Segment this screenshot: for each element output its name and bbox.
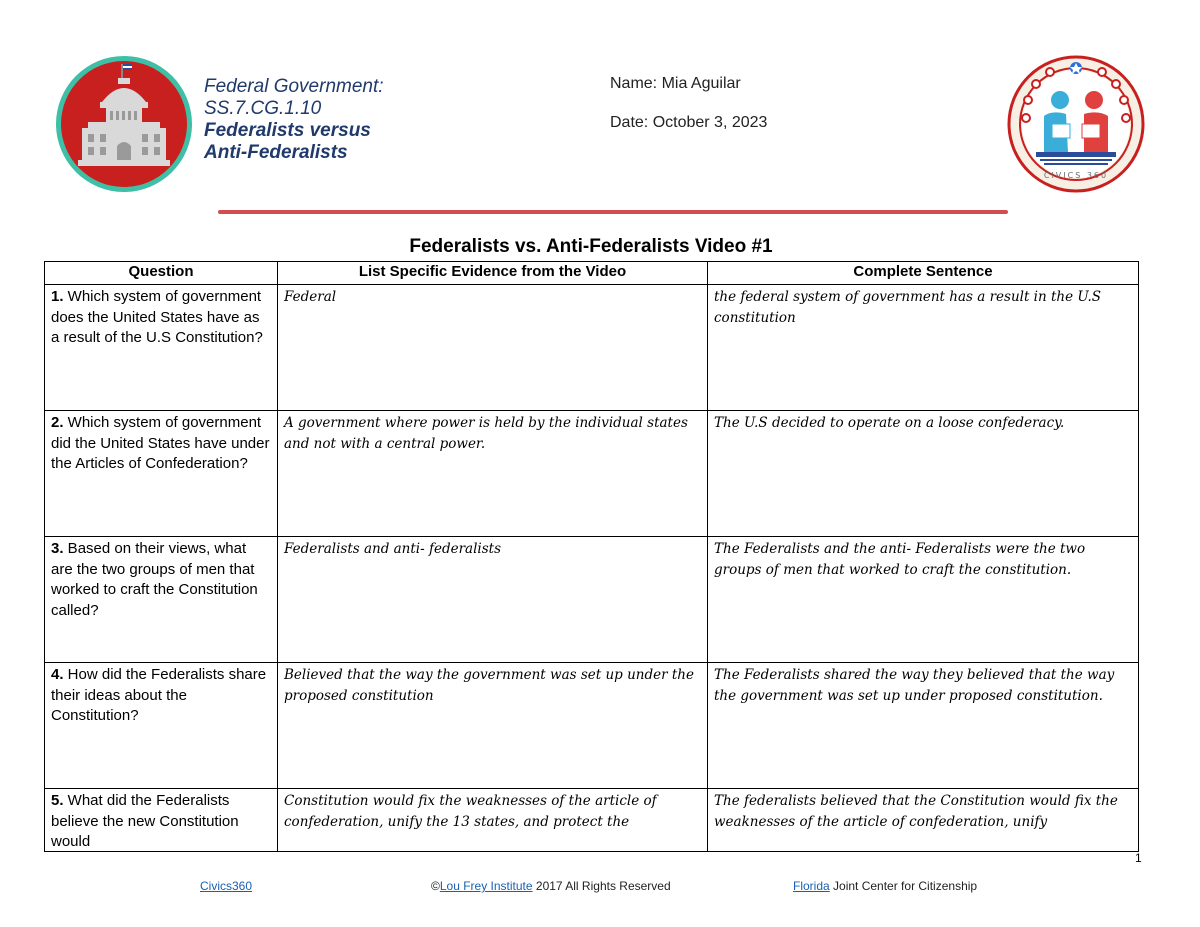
column-header-question: Question xyxy=(45,262,278,285)
heading-line: SS.7.CG.1.10 xyxy=(204,98,322,119)
footer-center xyxy=(431,879,671,893)
copyright-symbol: © xyxy=(431,879,440,893)
heading-line: Federalists versus xyxy=(204,120,371,141)
question-cell xyxy=(45,285,278,411)
sentence-cell[interactable] xyxy=(708,789,1139,852)
evidence-cell[interactable]: Federal xyxy=(278,285,708,411)
worksheet-heading xyxy=(204,76,524,164)
question-text: Which system of government did the United States have under the Articles of Confederation? xyxy=(51,414,270,472)
civics360-logo-text: CIVICS 360 xyxy=(1043,171,1109,180)
sentence-cell[interactable]: The Federalists and the anti- Federalists were the two groups of men that worked to craft the constitution. xyxy=(708,537,1139,663)
table-row xyxy=(45,537,1139,663)
heading-line: Anti-Federalists xyxy=(204,142,348,163)
question-text: How did the Federalists share their ideas about the Constitution? xyxy=(51,666,267,724)
student-info xyxy=(610,74,767,152)
table-row xyxy=(45,285,1139,411)
worksheet-date: Date: October 3, 2023 xyxy=(610,114,768,131)
question-cell xyxy=(45,789,278,852)
sentence-cell[interactable]: The U.S decided to operate on a loose confederacy. xyxy=(708,411,1139,537)
capitol-logo xyxy=(54,54,194,194)
question-text: What did the Federalists believe the new Constitution would xyxy=(51,792,239,849)
table-row xyxy=(45,789,1139,852)
evidence-cell[interactable] xyxy=(278,789,708,852)
table-row xyxy=(45,663,1139,789)
question-cell xyxy=(45,411,278,537)
table-row xyxy=(45,411,1139,537)
page-number: 1 xyxy=(1135,851,1142,865)
evidence-cell[interactable]: Believed that the way the government was set up under the proposed constitution xyxy=(278,663,708,789)
copyright-text: 2017 All Rights Reserved xyxy=(532,879,671,893)
footer-right xyxy=(793,879,977,893)
student-name: Name: Mia Aguilar xyxy=(610,75,741,92)
evidence-text: Constitution would fix the weaknesses of the article of confederation, unify the 13 states, and protect the xyxy=(284,793,657,830)
worksheet-table xyxy=(44,261,1139,852)
table-header-row xyxy=(45,262,1139,285)
question-number: 2. xyxy=(51,414,64,431)
header-divider xyxy=(218,210,1008,214)
question-cell xyxy=(45,537,278,663)
sentence-text: The federalists believed that the Constitution would fix the weaknesses of the article of confederation, unify xyxy=(714,793,1118,830)
sentence-cell[interactable]: the federal system of government has a result in the U.S constitution xyxy=(708,285,1139,411)
question-number: 4. xyxy=(51,666,64,683)
question-text: Which system of government does the United States have as a result of the U.S Constitution? xyxy=(51,288,263,346)
question-number: 3. xyxy=(51,540,64,557)
question-cell xyxy=(45,663,278,789)
sentence-cell[interactable]: The Federalists shared the way they believed that the way the government was set up under proposed constitution. xyxy=(708,663,1139,789)
heading-line: Federal Government: xyxy=(204,76,384,97)
column-header-evidence: List Specific Evidence from the Video xyxy=(278,262,708,285)
footer-left xyxy=(200,879,252,893)
evidence-cell[interactable]: Federalists and anti- federalists xyxy=(278,537,708,663)
question-number: 5. xyxy=(51,792,64,809)
table-title: Federalists vs. Anti-Federalists Video #1 xyxy=(409,236,773,257)
civics360-logo xyxy=(1006,54,1146,194)
joint-center-text: Joint Center for Citizenship xyxy=(829,879,978,893)
civics360-link[interactable]: Civics360 xyxy=(200,879,253,893)
question-text: Based on their views, what are the two groups of men that worked to craft the Constitution called? xyxy=(51,540,258,619)
question-number: 1. xyxy=(51,288,64,305)
lou-frey-institute-link[interactable]: Lou Frey Institute xyxy=(439,879,533,893)
column-header-sentence: Complete Sentence xyxy=(708,262,1139,285)
evidence-cell[interactable]: A government where power is held by the individual states and not with a central power. xyxy=(278,411,708,537)
florida-link[interactable]: Florida xyxy=(793,879,830,893)
